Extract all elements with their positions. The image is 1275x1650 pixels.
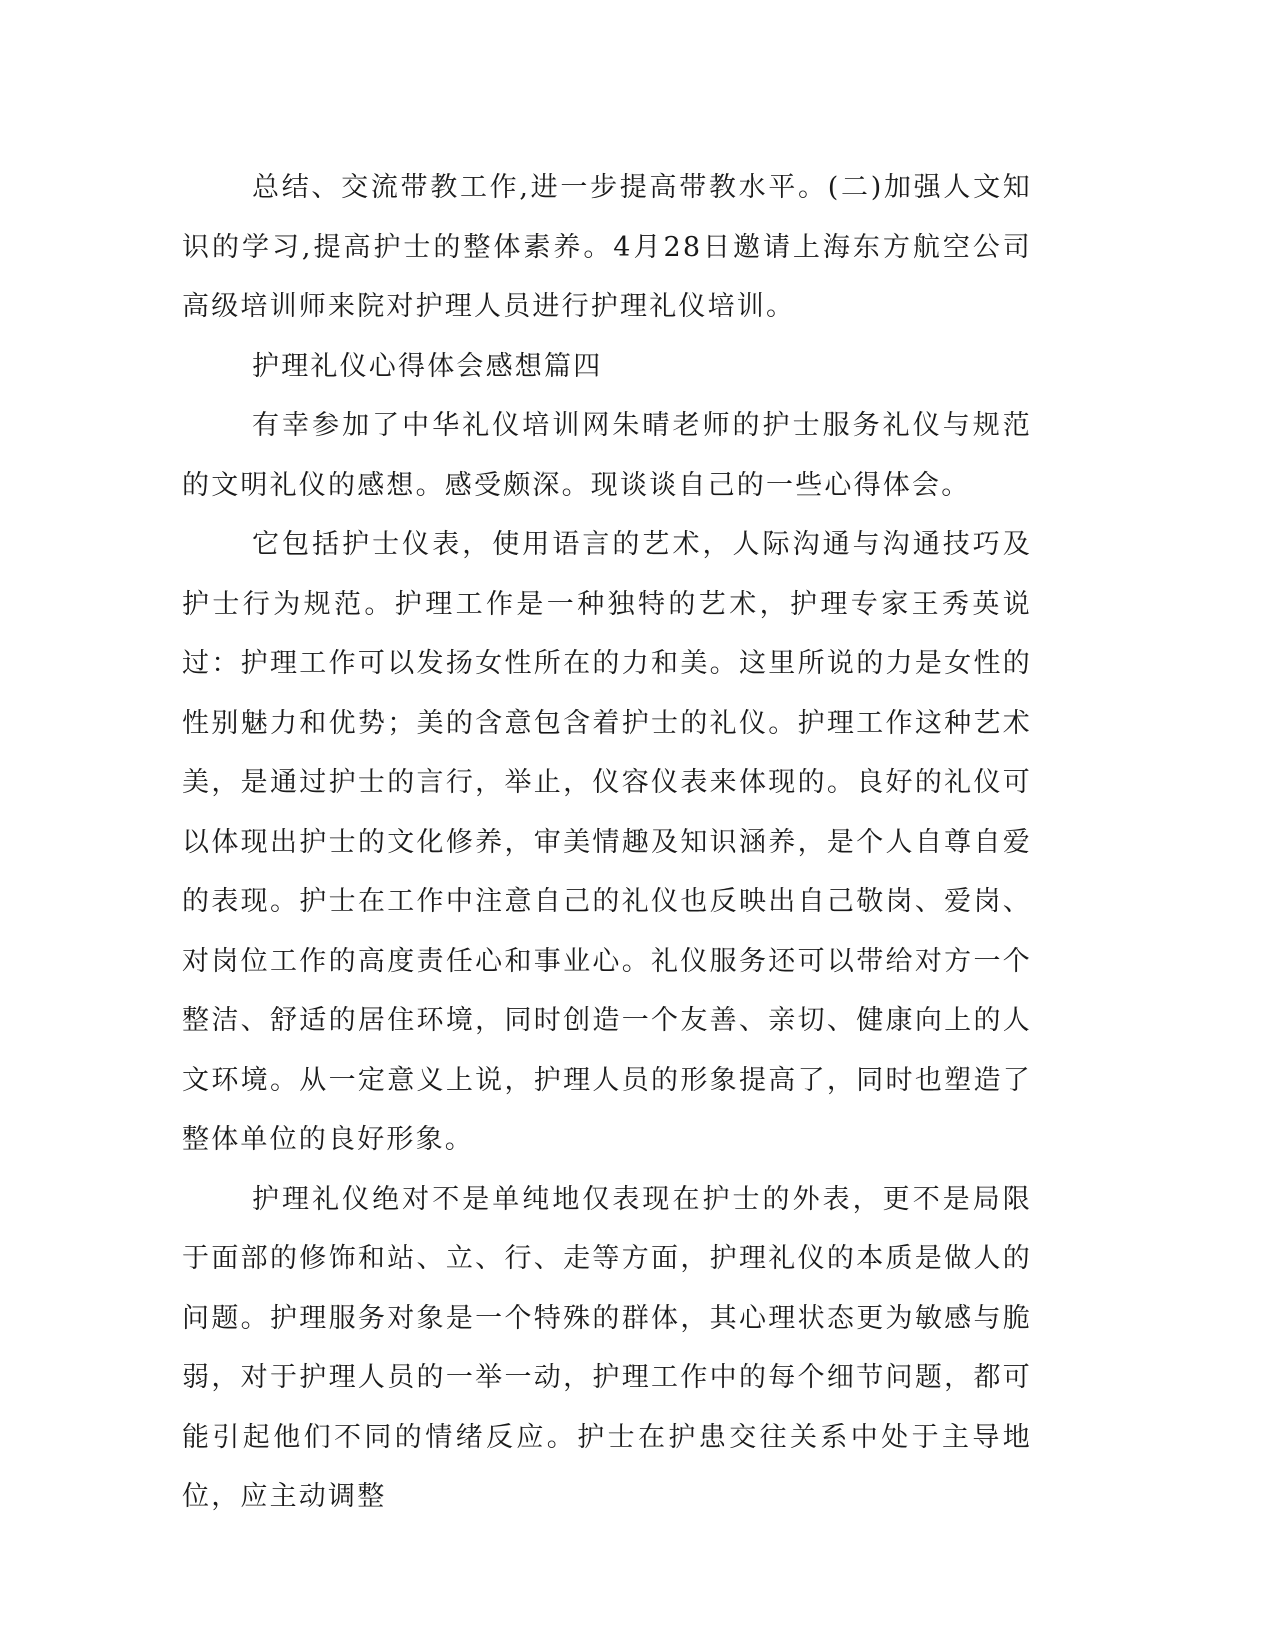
paragraph-intro: 有幸参加了中华礼仪培训网朱晴老师的护士服务礼仪与规范的文明礼仪的感想。感受颇深。现谈谈自己的一些心得体会。 xyxy=(182,410,1032,501)
section-title: 护理礼仪心得体会感想篇四 xyxy=(252,350,603,382)
paragraph-etiquette-art: 它包括护士仪表，使用语言的艺术，人际沟通与沟通技巧及护士行为规范。护理工作是一种独特的艺术，护理专家王秀英说过：护理工作可以发扬女性所在的力和美。这里所说的力是女性的性别魅力和优势；美的含意包含着护士的礼仪。护理工作这种艺术美，是通过护士的言行，举止，仪容仪表来体现的。良好的礼仪可以体现出护士的文化修养，审美情趣及知识涵养，是个人自尊自爱的表现。护士在工作中注意自己的礼仪也反映出自己敬岗、爱岗、对岗位工作的高度责任心和事业心。礼仪服务还可以带给对方一个整洁、舒适的居住环境，同时创造一个友善、亲切、健康向上的人文环境。从一定意义上说，护理人员的形象提高了，同时也塑造了整体单位的良好形象。 xyxy=(182,529,1032,1155)
paragraph-etiquette-essence: 护理礼仪绝对不是单纯地仅表现在护士的外表，更不是局限于面部的修饰和站、立、行、走等方面，护理礼仪的本质是做人的问题。护理服务对象是一个特殊的群体，其心理状态更为敏感与脆弱，对于护理人员的一举一动，护理工作中的每个细节问题，都可能引起他们不同的情绪反应。护士在护患交往关系中处于主导地位，应主动调整 xyxy=(182,1183,1032,1512)
document-body xyxy=(182,158,1032,1527)
continuation-paragraph: 总结、交流带教工作,进一步提高带教水平。(二)加强人文知识的学习,提高护士的整体素养。4月28日邀请上海东方航空公司高级培训师来院对护理人员进行护理礼仪培训。 xyxy=(182,172,1032,322)
